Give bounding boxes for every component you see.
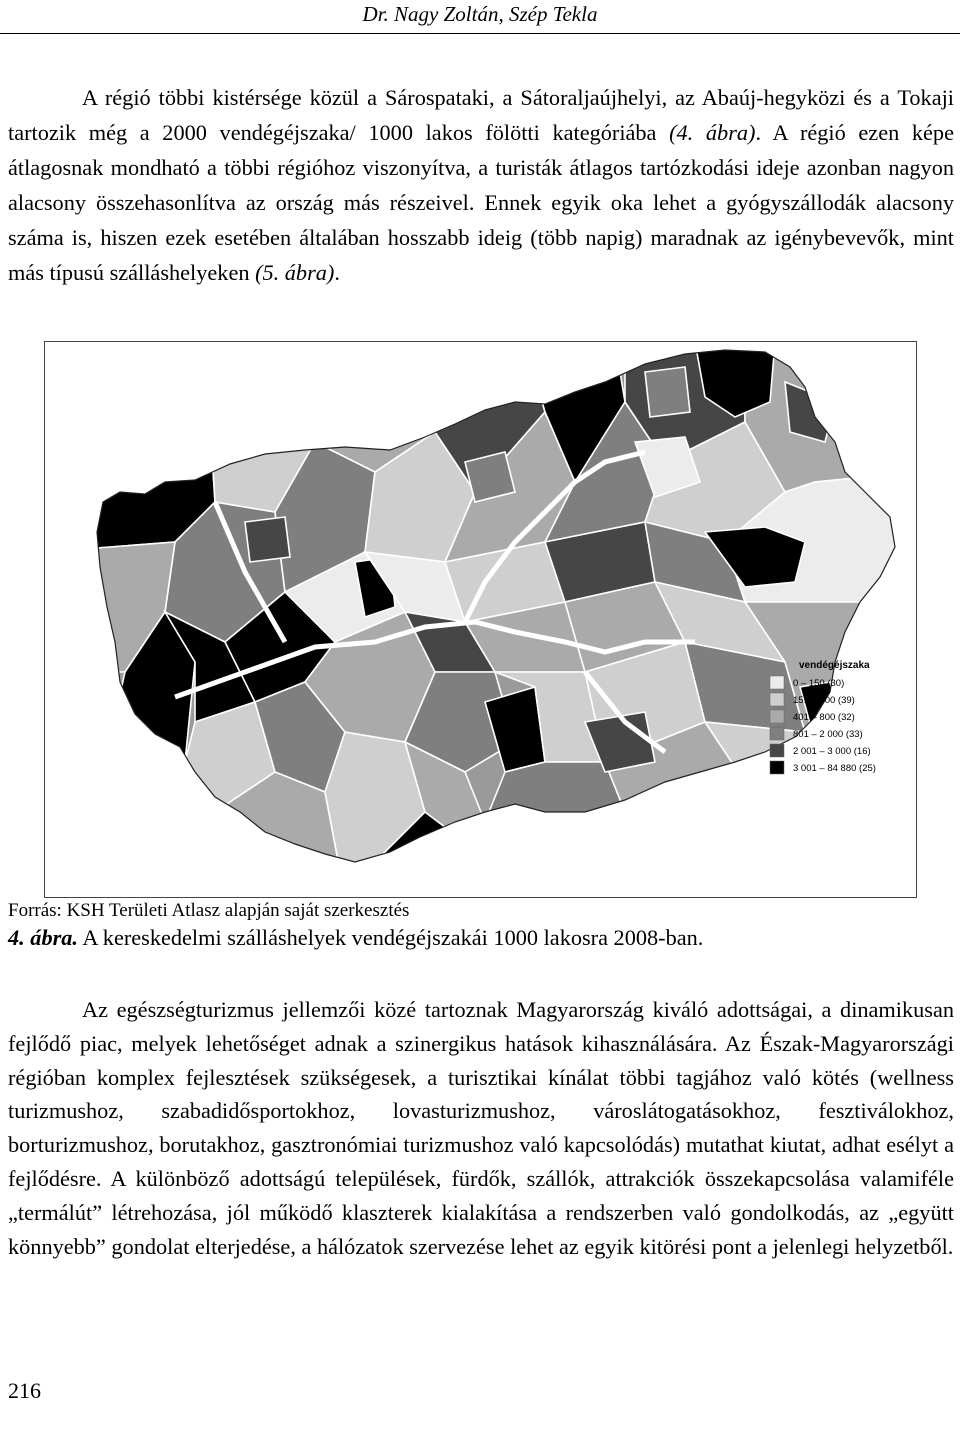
legend-swatch — [770, 676, 784, 689]
legend-item — [770, 676, 844, 689]
figure-caption-text: A kereskedelmi szálláshelyek vendégéjszakái 1000 lakosra 2008-ban. — [78, 925, 704, 950]
paragraph-1 — [8, 80, 954, 290]
legend-item — [770, 761, 876, 774]
figure-number: 4. ábra. — [8, 925, 78, 950]
legend-swatch — [770, 744, 784, 757]
legend-swatch — [770, 710, 784, 723]
running-header: Dr. Nagy Zoltán, Szép Tekla — [362, 2, 598, 26]
legend-label: 3 001 – 84 880 (25) — [793, 763, 876, 774]
legend-label: 151 – 400 (39) — [793, 695, 855, 706]
legend-item — [770, 727, 863, 740]
paragraph-2: Az egészségturizmus jellemzői közé tartoznak Magyarország kiváló adottságai, a dinamikusan fejlődő piac, melyek lehetőséget adnak a szinergikus hatások kihasználására. Az Észak-Magyarországi régióban komplex fejlesztések szükségesek, a turisztikai kínálat többi tagjához való kötés (wellness turizmushoz, szabadidősportokhoz, lovasturizmushoz, városlátogatásokhoz, fesztiválokhoz, borturizmushoz, borutakhoz, gasztronómiai turizmushoz való kapcsolódás) mutathat kiutat, adhat esélyt a fejlődésre. A különböző adottságú települések, fürdők, szállók, attrakciók összekapcsolása valamiféle „termálút” létrehozása, jól működő klaszterek kialakítása a rendszerben való gondolkodás, az „együtt könnyebb” gondolat elterjedése, a hálózatok szervezése lehet az egyik kitörési pont a jelenlegi helyzetből. — [8, 997, 954, 1259]
figure-caption — [8, 925, 703, 951]
legend-title: vendégéjszaka — [799, 660, 870, 671]
page-number: 216 — [8, 1378, 41, 1403]
paragraph-1-text-b: . A régió ezen képe átlagosnak mondható a többi régióhoz viszonyítva, a turisták átlagos tartózkodási ideje azonban nagyon alacsony összehasonlítva az ország más részeivel. Ennek egyik oka lehet a gyógyszállodák alacsony száma is, hiszen ezek esetében általában hosszabb ideig (több napig) maradnak az igénybevevők, mint más típusú szálláshelyeken — [8, 120, 954, 285]
legend-label: 0 – 150 (30) — [793, 678, 845, 689]
legend-item — [770, 744, 871, 757]
header-rule — [0, 33, 960, 34]
legend-label: 2 001 – 3 000 (16) — [793, 746, 871, 757]
map-figure — [44, 341, 917, 898]
legend-item — [770, 710, 855, 723]
figure-source: Forrás: KSH Területi Atlasz alapján saját szerkesztés — [8, 900, 410, 921]
figure-ref-4: (4. ábra) — [669, 120, 756, 145]
paragraph-1-text-a: A régió többi kistérsége közül a Sárospataki, a Sátoraljaújhelyi, az Abaúj-hegyközi és a Tokaji tartozik még a 2000 vendégéjszaka/ 1000 lakos fölötti kategóriába — [8, 85, 954, 145]
legend-label: 401 – 800 (32) — [793, 712, 855, 723]
legend-swatch — [770, 761, 784, 774]
legend-item — [770, 693, 855, 706]
paragraph-1-text-c: . — [334, 260, 340, 285]
figure-ref-5: (5. ábra) — [255, 260, 335, 285]
legend-swatch — [770, 693, 784, 706]
legend-swatch — [770, 727, 784, 740]
legend-label: 801 – 2 000 (33) — [793, 729, 863, 740]
